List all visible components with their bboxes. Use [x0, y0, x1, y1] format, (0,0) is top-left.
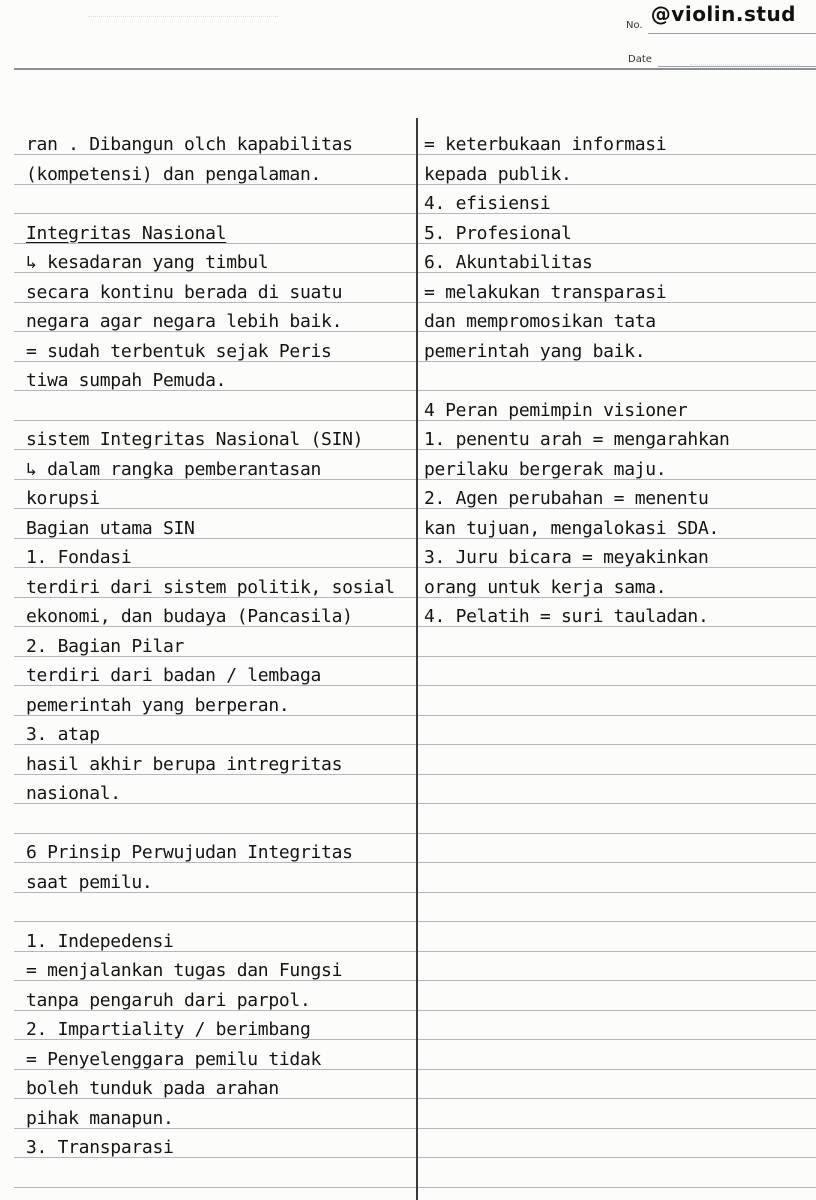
ruled-line	[14, 921, 816, 922]
right-line: 3. Juru bicara = meyakinkan	[424, 547, 709, 568]
right-line: 6. Akuntabilitas	[424, 252, 593, 273]
heading-prinsip: 6 Prinsip Perwujudan Integritas	[26, 842, 353, 863]
left-line: 3. atap	[26, 724, 100, 745]
bleed-through-top	[88, 6, 278, 17]
left-line: pihak manapun.	[26, 1107, 174, 1129]
left-line: (kompetensi) dan pengalaman.	[26, 163, 322, 185]
ruled-line	[14, 1187, 816, 1188]
date-field-line	[658, 66, 816, 67]
left-line: = menjalankan tugas dan Fungsi	[26, 960, 343, 981]
left-line: secara kontinu berada di suatu	[26, 281, 343, 303]
right-line: = melakukan transparasi	[424, 281, 667, 303]
right-line: kan tujuan, mengalokasi SDA.	[424, 517, 720, 539]
right-line: 5. Profesional	[424, 222, 572, 244]
left-line: 3. Transparasi	[26, 1137, 174, 1158]
left-line: saat pemilu.	[26, 871, 153, 893]
right-line: 4. Pelatih = suri tauladan.	[424, 606, 709, 627]
left-line: negara agar negara lebih baik.	[26, 311, 343, 332]
left-line: pemerintah yang berperan.	[26, 694, 290, 716]
left-line: ekonomi, dan budaya (Pancasila)	[26, 606, 353, 627]
left-line: tanpa pengaruh dari parpol.	[26, 989, 311, 1011]
ruled-line	[14, 803, 816, 804]
left-line: 1. Fondasi	[26, 547, 132, 568]
ruled-line	[14, 744, 816, 745]
left-line: 2. Bagian Pilar	[26, 635, 185, 657]
heading-sin: sistem Integritas Nasional (SIN)	[26, 429, 364, 450]
left-line: = Penyelenggara pemilu tidak	[26, 1048, 322, 1070]
ruled-line	[14, 213, 816, 214]
left-line: ran . Dibangun olch kapabilitas	[26, 134, 353, 155]
watermark-handle: @violin.stud	[650, 2, 796, 26]
left-line: 1. Indepedensi	[26, 930, 174, 952]
left-line: 2. Impartiality / berimbang	[26, 1019, 311, 1040]
date-label: Date	[628, 54, 652, 65]
ruled-line	[14, 833, 816, 834]
right-line: dan mempromosikan tata	[424, 311, 656, 332]
no-field-line	[648, 33, 816, 34]
right-line: perilaku bergerak maju.	[424, 458, 667, 480]
left-line: ↳ kesadaran yang timbul	[26, 252, 269, 273]
left-line: korupsi	[26, 488, 100, 509]
left-line: Bagian utama SIN	[26, 517, 195, 539]
heading-integritas-nasional: Integritas Nasional	[26, 222, 227, 244]
right-line: = keterbukaan informasi	[424, 134, 667, 155]
left-line: = sudah terbentuk sejak Peris	[26, 340, 332, 362]
right-line: 1. penentu arah = mengarahkan	[424, 429, 730, 450]
right-line: kepada publik.	[424, 163, 572, 185]
left-line: ↳ dalam rangka pemberantasan	[26, 458, 322, 480]
right-line: 4. efisiensi	[424, 193, 551, 214]
left-line: hasil akhir berupa intregritas	[26, 753, 343, 775]
right-line: 2. Agen perubahan = menentu	[424, 488, 709, 509]
column-divider	[416, 118, 418, 1200]
left-line: boleh tunduk pada arahan	[26, 1078, 279, 1099]
left-line: nasional.	[26, 783, 121, 804]
header-rule	[14, 68, 816, 70]
no-label: No.	[626, 20, 643, 31]
ruled-line	[14, 420, 816, 421]
left-line: tiwa sumpah Pemuda.	[26, 370, 227, 391]
left-line: terdiri dari sistem politik, sosial	[26, 576, 395, 598]
heading-peran-pemimpin: 4 Peran pemimpin visioner	[424, 399, 688, 421]
bleed-through-date	[690, 54, 800, 65]
left-line: terdiri dari badan / lembaga	[26, 665, 322, 686]
right-line: orang untuk kerja sama.	[424, 576, 667, 598]
right-line: pemerintah yang baik.	[424, 340, 646, 362]
